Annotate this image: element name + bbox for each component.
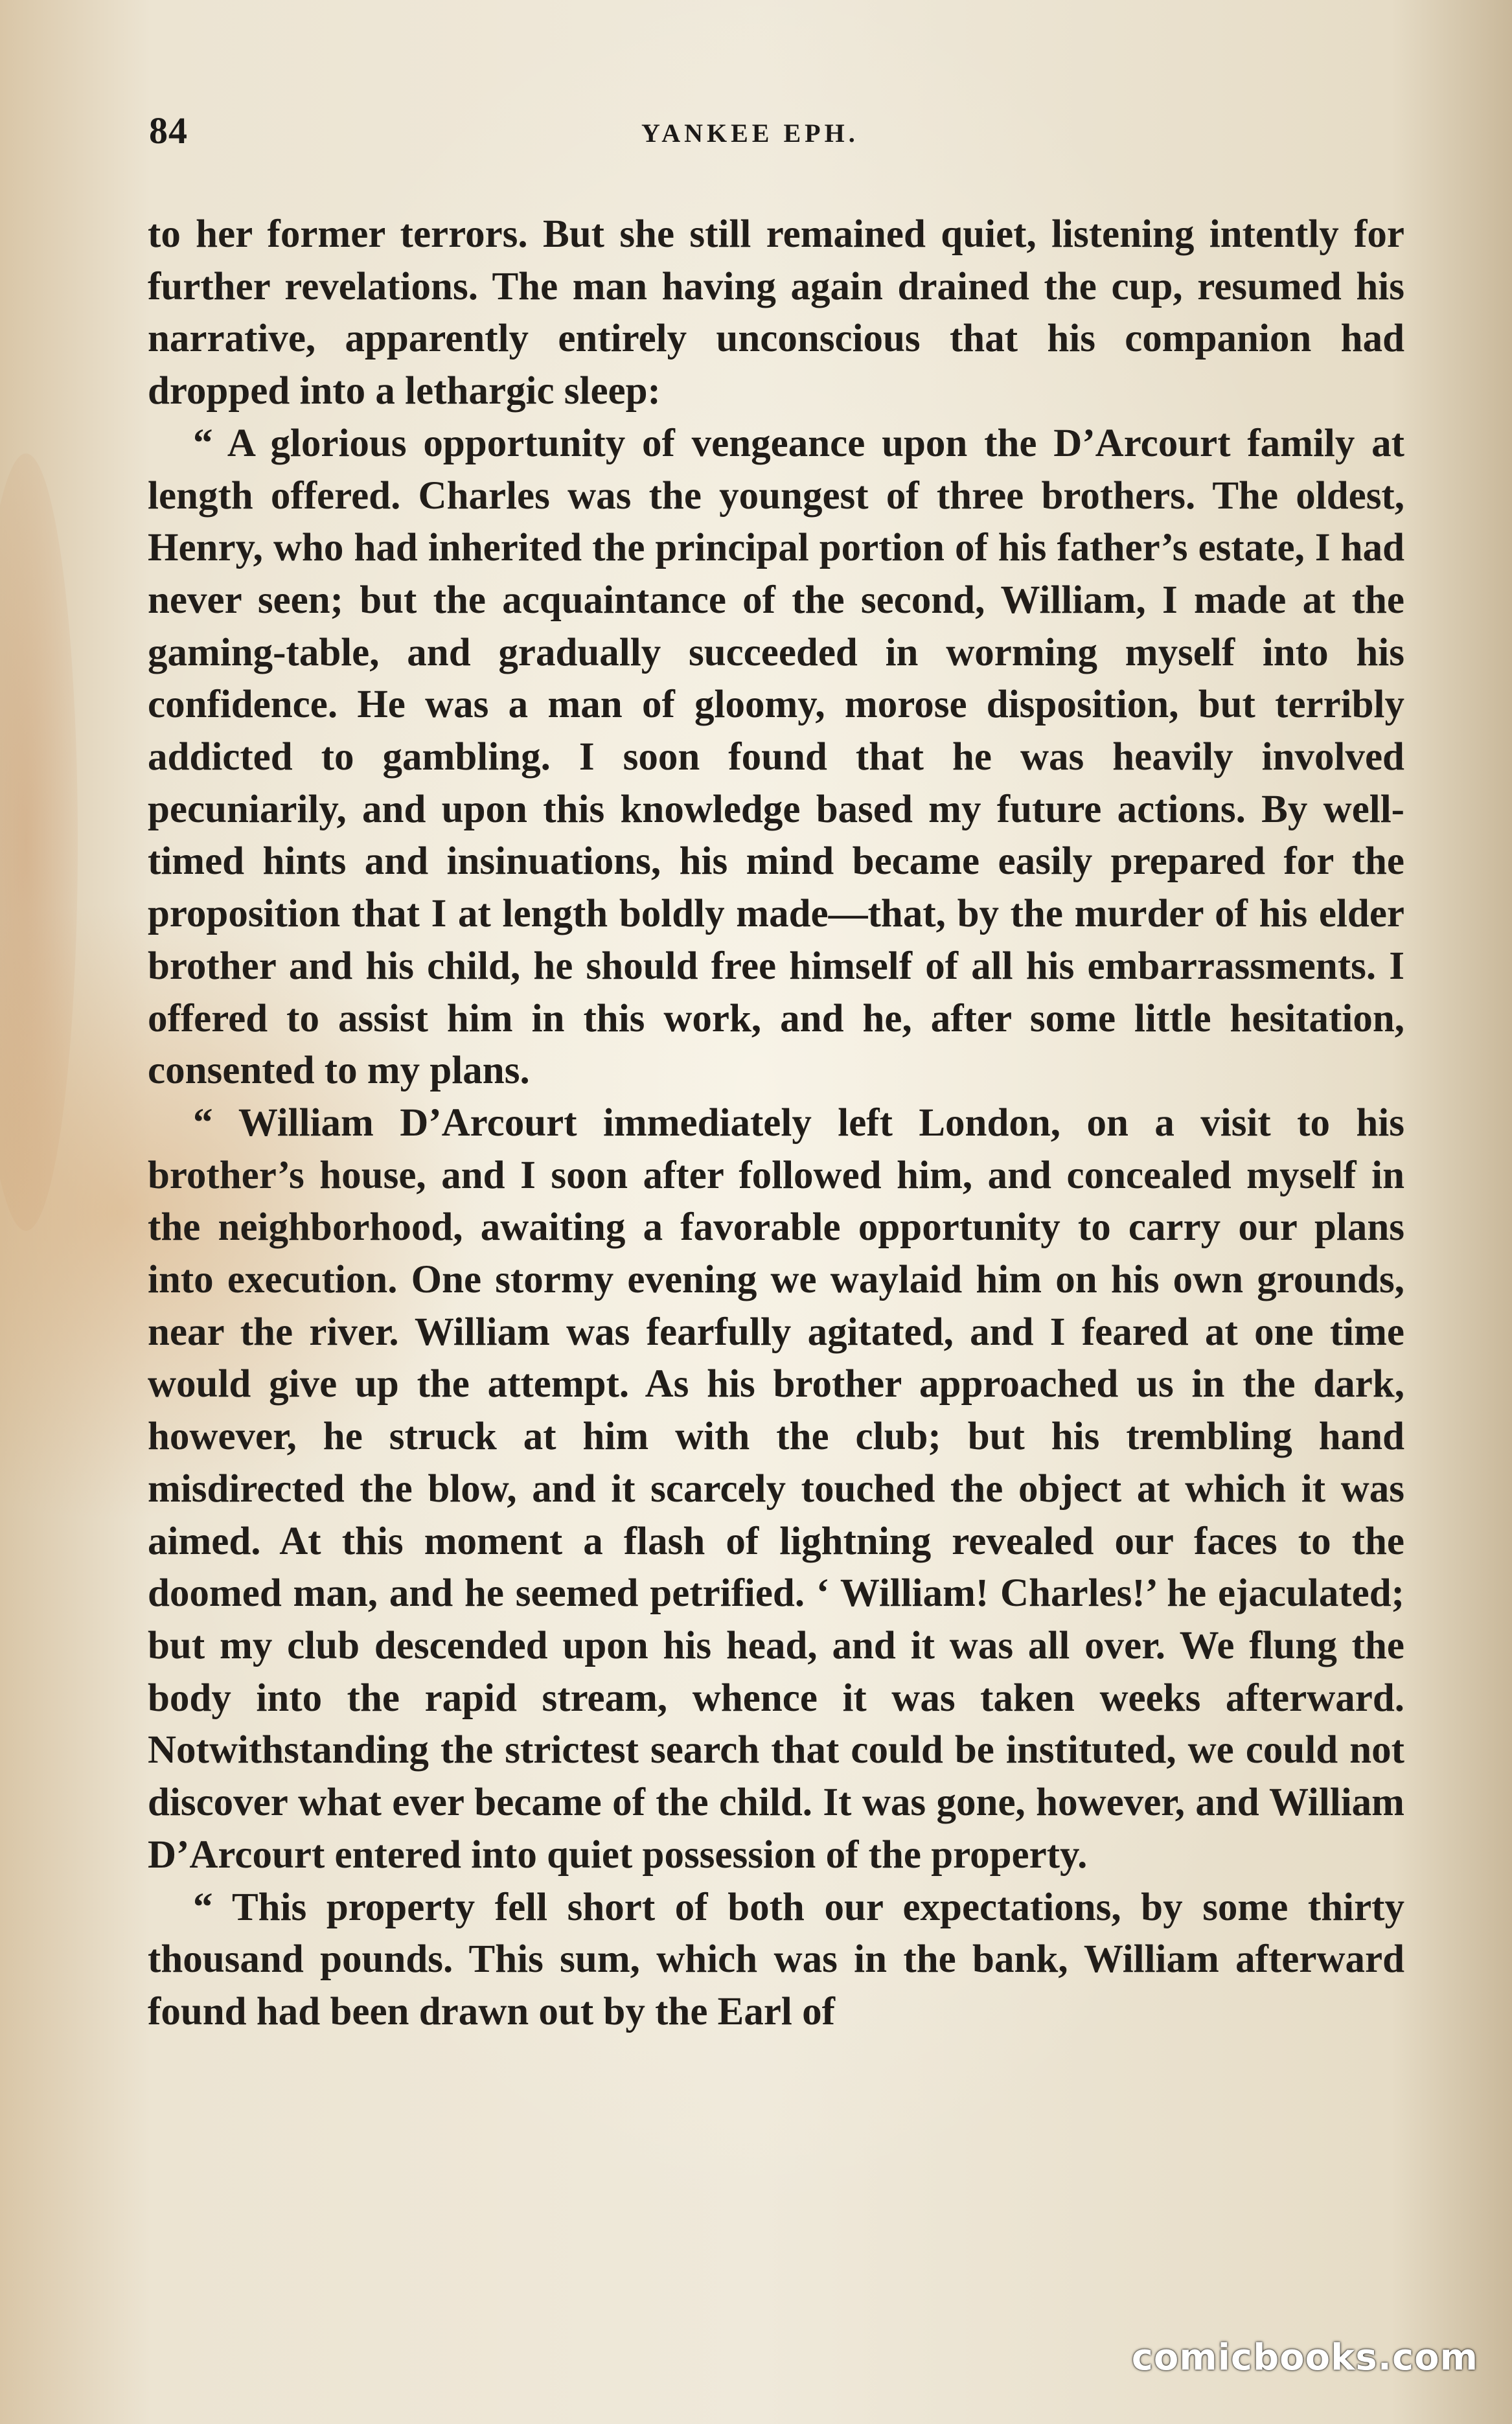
body-text — [148, 209, 1404, 2039]
paper-stain — [0, 453, 78, 1231]
watermark: comicbooks.com — [1131, 2337, 1478, 2379]
page-number: 84 — [149, 109, 188, 152]
paragraph: to her former terrors. But she still remained quiet, listening intently for further revelations. The man having again drained the cup, resumed his narrative, apparently entirely unconscious that his companion had dropped into a lethargic sleep: — [148, 212, 1404, 413]
paragraph: “ This property fell short of both our expectations, by some thirty thousand pounds. This sum, which was in the bank, William afterward found had been drawn out by the Earl of — [148, 1885, 1404, 2033]
running-head: YANKEE EPH. — [641, 119, 859, 148]
page-header — [149, 109, 1412, 167]
paragraph: “ A glorious opportunity of vengeance upon the D’Arcourt family at length offered. Charles was the youngest of three brothers. The oldest, Henry, who had inherited the principal portion of his father’s estate, I had never seen; but the acquaintance of the second, William, I made at the gaming-table, and gradually succeeded in worming myself into his confidence. He was a man of gloomy, morose disposition, but terribly addicted to gambling. I soon found that he was heavily involved pecuniarily, and upon this knowledge based my future actions. By well-timed hints and insinuations, his mind became easily prepared for the proposition that I at length boldly made—that, by the murder of his elder brother and his child, he should free himself of all his embarrassments. I offered to assist him in this work, and he, after some little hesitation, consented to my plans. — [148, 421, 1404, 1093]
paragraph: “ William D’Arcourt immediately left London, on a visit to his brother’s house, and I soon after followed him, and concealed myself in the neighborhood, awaiting a favorable opportunity to carry our plans into execution. One stormy evening we waylaid him on his own grounds, near the river. William was fearfully agitated, and I feared at one time would give up the attempt. As his brother approached us in the dark, however, he struck at him with the club; but his trembling hand misdirected the blow, and it scarcely touched the object at which it was aimed. At this moment a flash of lightning revealed our faces to the doomed man, and he seemed petrified. ‘ William! Charles!’ he ejaculated; but my club descended upon his head, and it was all over. We flung the body into the rapid stream, whence it was taken weeks afterward. Notwithstanding the strictest search that could be instituted, we could not discover what ever became of the child. It was gone, however, and William D’Arcourt entered into quiet possession of the property. — [148, 1101, 1404, 1877]
